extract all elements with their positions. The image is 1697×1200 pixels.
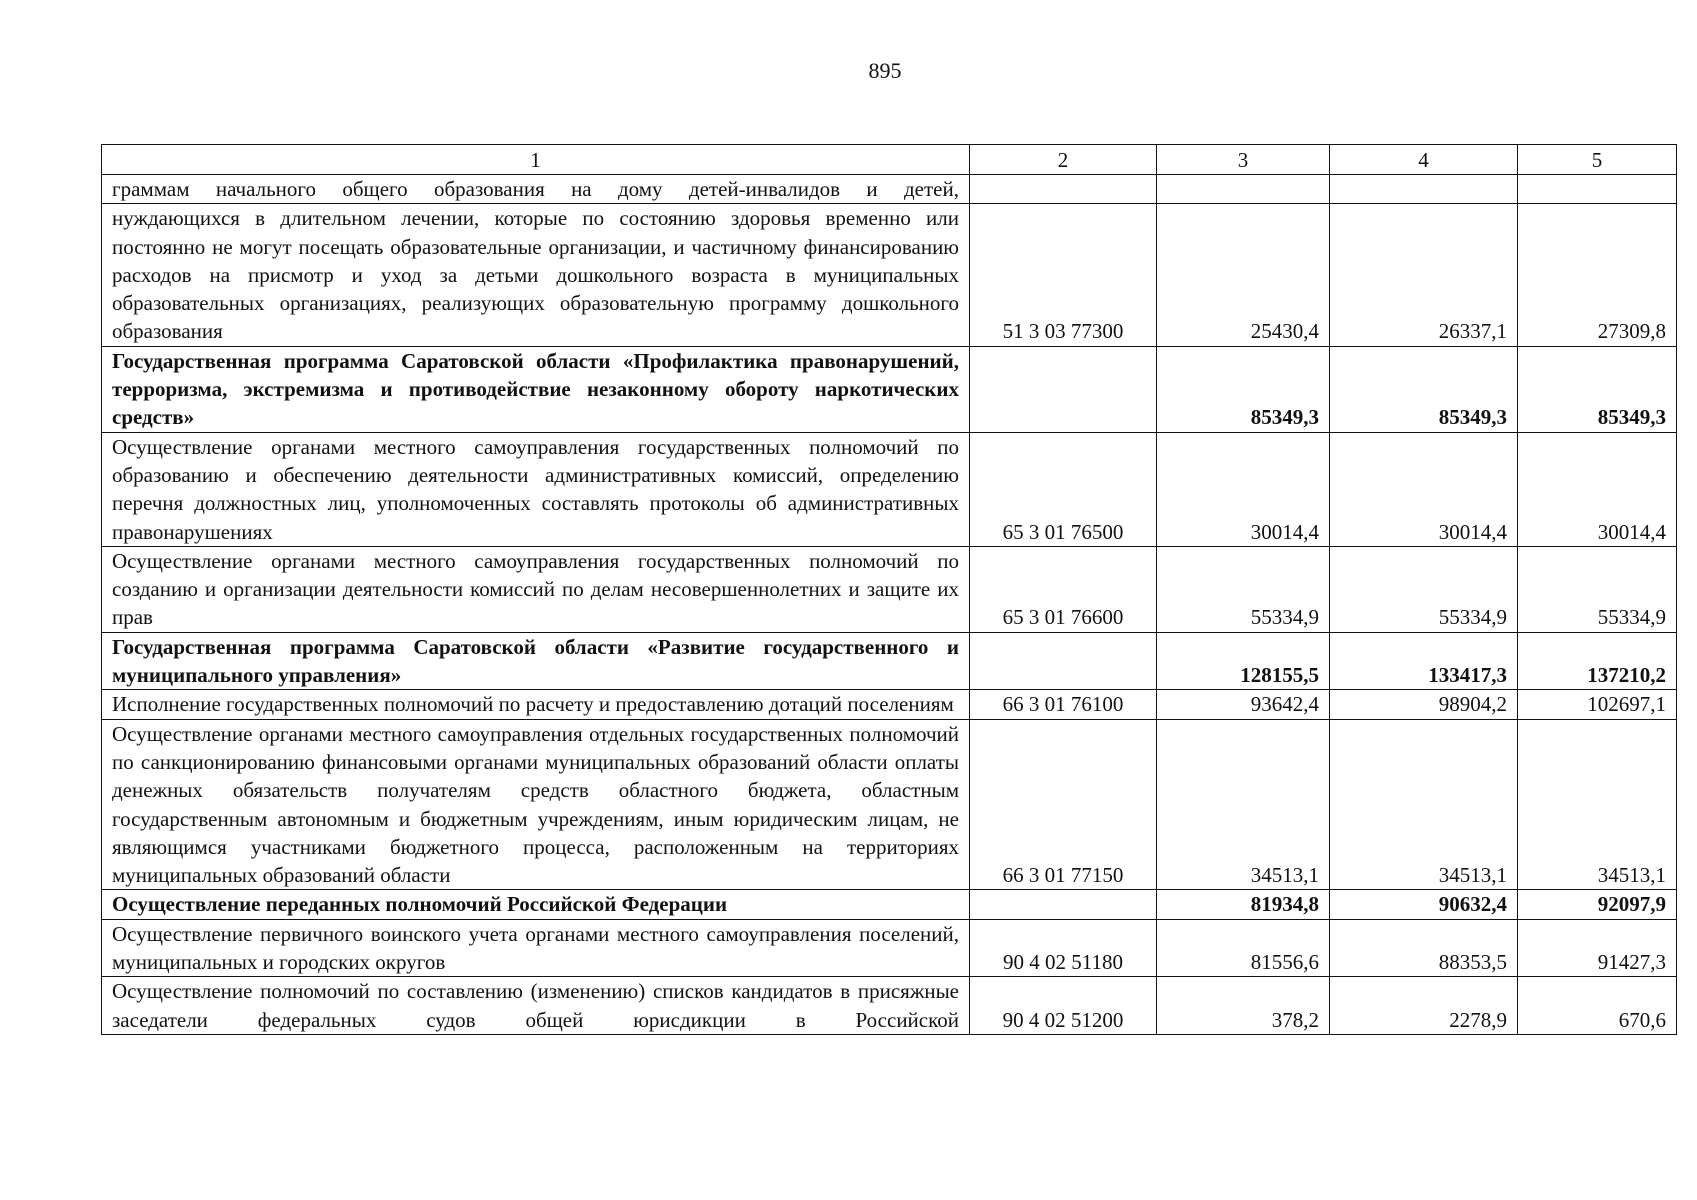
table-row (102, 546, 1677, 632)
row-value-col3: 81556,6 (1157, 919, 1330, 977)
row-code (970, 346, 1157, 432)
row-code: 66 3 01 77150 (970, 719, 1157, 890)
row-value-col4: 88353,5 (1330, 919, 1518, 977)
row-description: Государственная программа Саратовской области «Профилактика правонарушений, терроризма, экстремизма и противодействие незаконному обороту наркотических средств» (102, 346, 970, 432)
row-value-col5: 670,6 (1518, 977, 1677, 1035)
table-row (102, 719, 1677, 890)
row-value-col3: 128155,5 (1157, 632, 1330, 690)
table-row (102, 175, 1677, 204)
row-value-col4: 133417,3 (1330, 632, 1518, 690)
row-description: Осуществление первичного воинского учета органами местного самоуправления поселений, муниципальных и городских округов (102, 919, 970, 977)
row-code: 90 4 02 51200 (970, 977, 1157, 1035)
table-row (102, 432, 1677, 546)
header-col-5: 5 (1518, 145, 1677, 175)
table-row-program (102, 346, 1677, 432)
row-description: Осуществление переданных полномочий Российской Федерации (102, 890, 970, 919)
row-value-col4: 26337,1 (1330, 204, 1518, 346)
row-value-col3: 378,2 (1157, 977, 1330, 1035)
header-col-1: 1 (102, 145, 970, 175)
row-value-col5: 91427,3 (1518, 919, 1677, 977)
row-code: 65 3 01 76600 (970, 546, 1157, 632)
row-value-col4: 34513,1 (1330, 719, 1518, 890)
row-value-col3: 81934,8 (1157, 890, 1330, 919)
row-value-col5: 85349,3 (1518, 346, 1677, 432)
table-row (102, 977, 1677, 1035)
row-value-col5: 30014,4 (1518, 432, 1677, 546)
row-value-col5: 55334,9 (1518, 546, 1677, 632)
table-row (102, 690, 1677, 719)
header-row (102, 145, 1677, 175)
row-description: Осуществление органами местного самоуправления отдельных государственных полномочий по санкционированию финансовыми органами муниципальных образований области оплаты денежных обязательств получателям средств областного бюджета, областным государственным автономным и бюджетным учреждениям, иным юридическим лицам, не являющимся участниками бюджетного процесса, расположенным на территориях муниципальных образований области (102, 719, 970, 890)
row-value-col3: 55334,9 (1157, 546, 1330, 632)
row-value-col4: 2278,9 (1330, 977, 1518, 1035)
row-value-col5 (1518, 175, 1677, 204)
row-value-col5: 34513,1 (1518, 719, 1677, 890)
row-description: Осуществление полномочий по составлению (изменению) списков кандидатов в присяжные заседатели федеральных судов общей юрисдикции в Российской (102, 977, 970, 1035)
row-value-col4: 30014,4 (1330, 432, 1518, 546)
row-code (970, 632, 1157, 690)
row-code: 90 4 02 51180 (970, 919, 1157, 977)
table-row (102, 919, 1677, 977)
row-description: нуждающихся в длительном лечении, которые по состоянию здоровья временно или постоянно не могут посещать образовательные организации, и частичному финансированию расходов на присмотр и уход за детьми дошкольного возраста в муниципальных образовательных организациях, реализующих образовательную программу дошкольного образования (102, 204, 970, 346)
row-value-col3: 93642,4 (1157, 690, 1330, 719)
row-value-col3: 25430,4 (1157, 204, 1330, 346)
header-col-2: 2 (970, 145, 1157, 175)
row-code (970, 890, 1157, 919)
row-value-col3 (1157, 175, 1330, 204)
row-value-col3: 85349,3 (1157, 346, 1330, 432)
row-value-col4 (1330, 175, 1518, 204)
budget-table (101, 144, 1677, 1035)
table-row (102, 204, 1677, 346)
header-col-3: 3 (1157, 145, 1330, 175)
header-col-4: 4 (1330, 145, 1518, 175)
table-row-program (102, 632, 1677, 690)
row-value-col4: 90632,4 (1330, 890, 1518, 919)
row-value-col3: 34513,1 (1157, 719, 1330, 890)
row-description: Осуществление органами местного самоуправления государственных полномочий по созданию и организации деятельности комиссий по делам несовершеннолетних и защите их прав (102, 546, 970, 632)
row-value-col5: 137210,2 (1518, 632, 1677, 690)
row-value-col3: 30014,4 (1157, 432, 1330, 546)
row-description: граммам начального общего образования на дому детей-инвалидов и детей, (102, 175, 970, 204)
row-value-col4: 98904,2 (1330, 690, 1518, 719)
row-code: 66 3 01 76100 (970, 690, 1157, 719)
table-row-program (102, 890, 1677, 919)
row-description: Осуществление органами местного самоуправления государственных полномочий по образованию и обеспечению деятельности административных комиссий, определению перечня должностных лиц, уполномоченных составлять протоколы об административных правонарушениях (102, 432, 970, 546)
row-code: 65 3 01 76500 (970, 432, 1157, 546)
row-value-col4: 55334,9 (1330, 546, 1518, 632)
page-number: 895 (868, 58, 902, 83)
row-value-col5: 92097,9 (1518, 890, 1677, 919)
row-value-col4: 85349,3 (1330, 346, 1518, 432)
row-description: Государственная программа Саратовской области «Развитие государственного и муниципального управления» (102, 632, 970, 690)
row-code (970, 175, 1157, 204)
row-value-col5: 27309,8 (1518, 204, 1677, 346)
row-code: 51 3 03 77300 (970, 204, 1157, 346)
row-value-col5: 102697,1 (1518, 690, 1677, 719)
row-description: Исполнение государственных полномочий по расчету и предоставлению дотаций поселениям (102, 690, 970, 719)
